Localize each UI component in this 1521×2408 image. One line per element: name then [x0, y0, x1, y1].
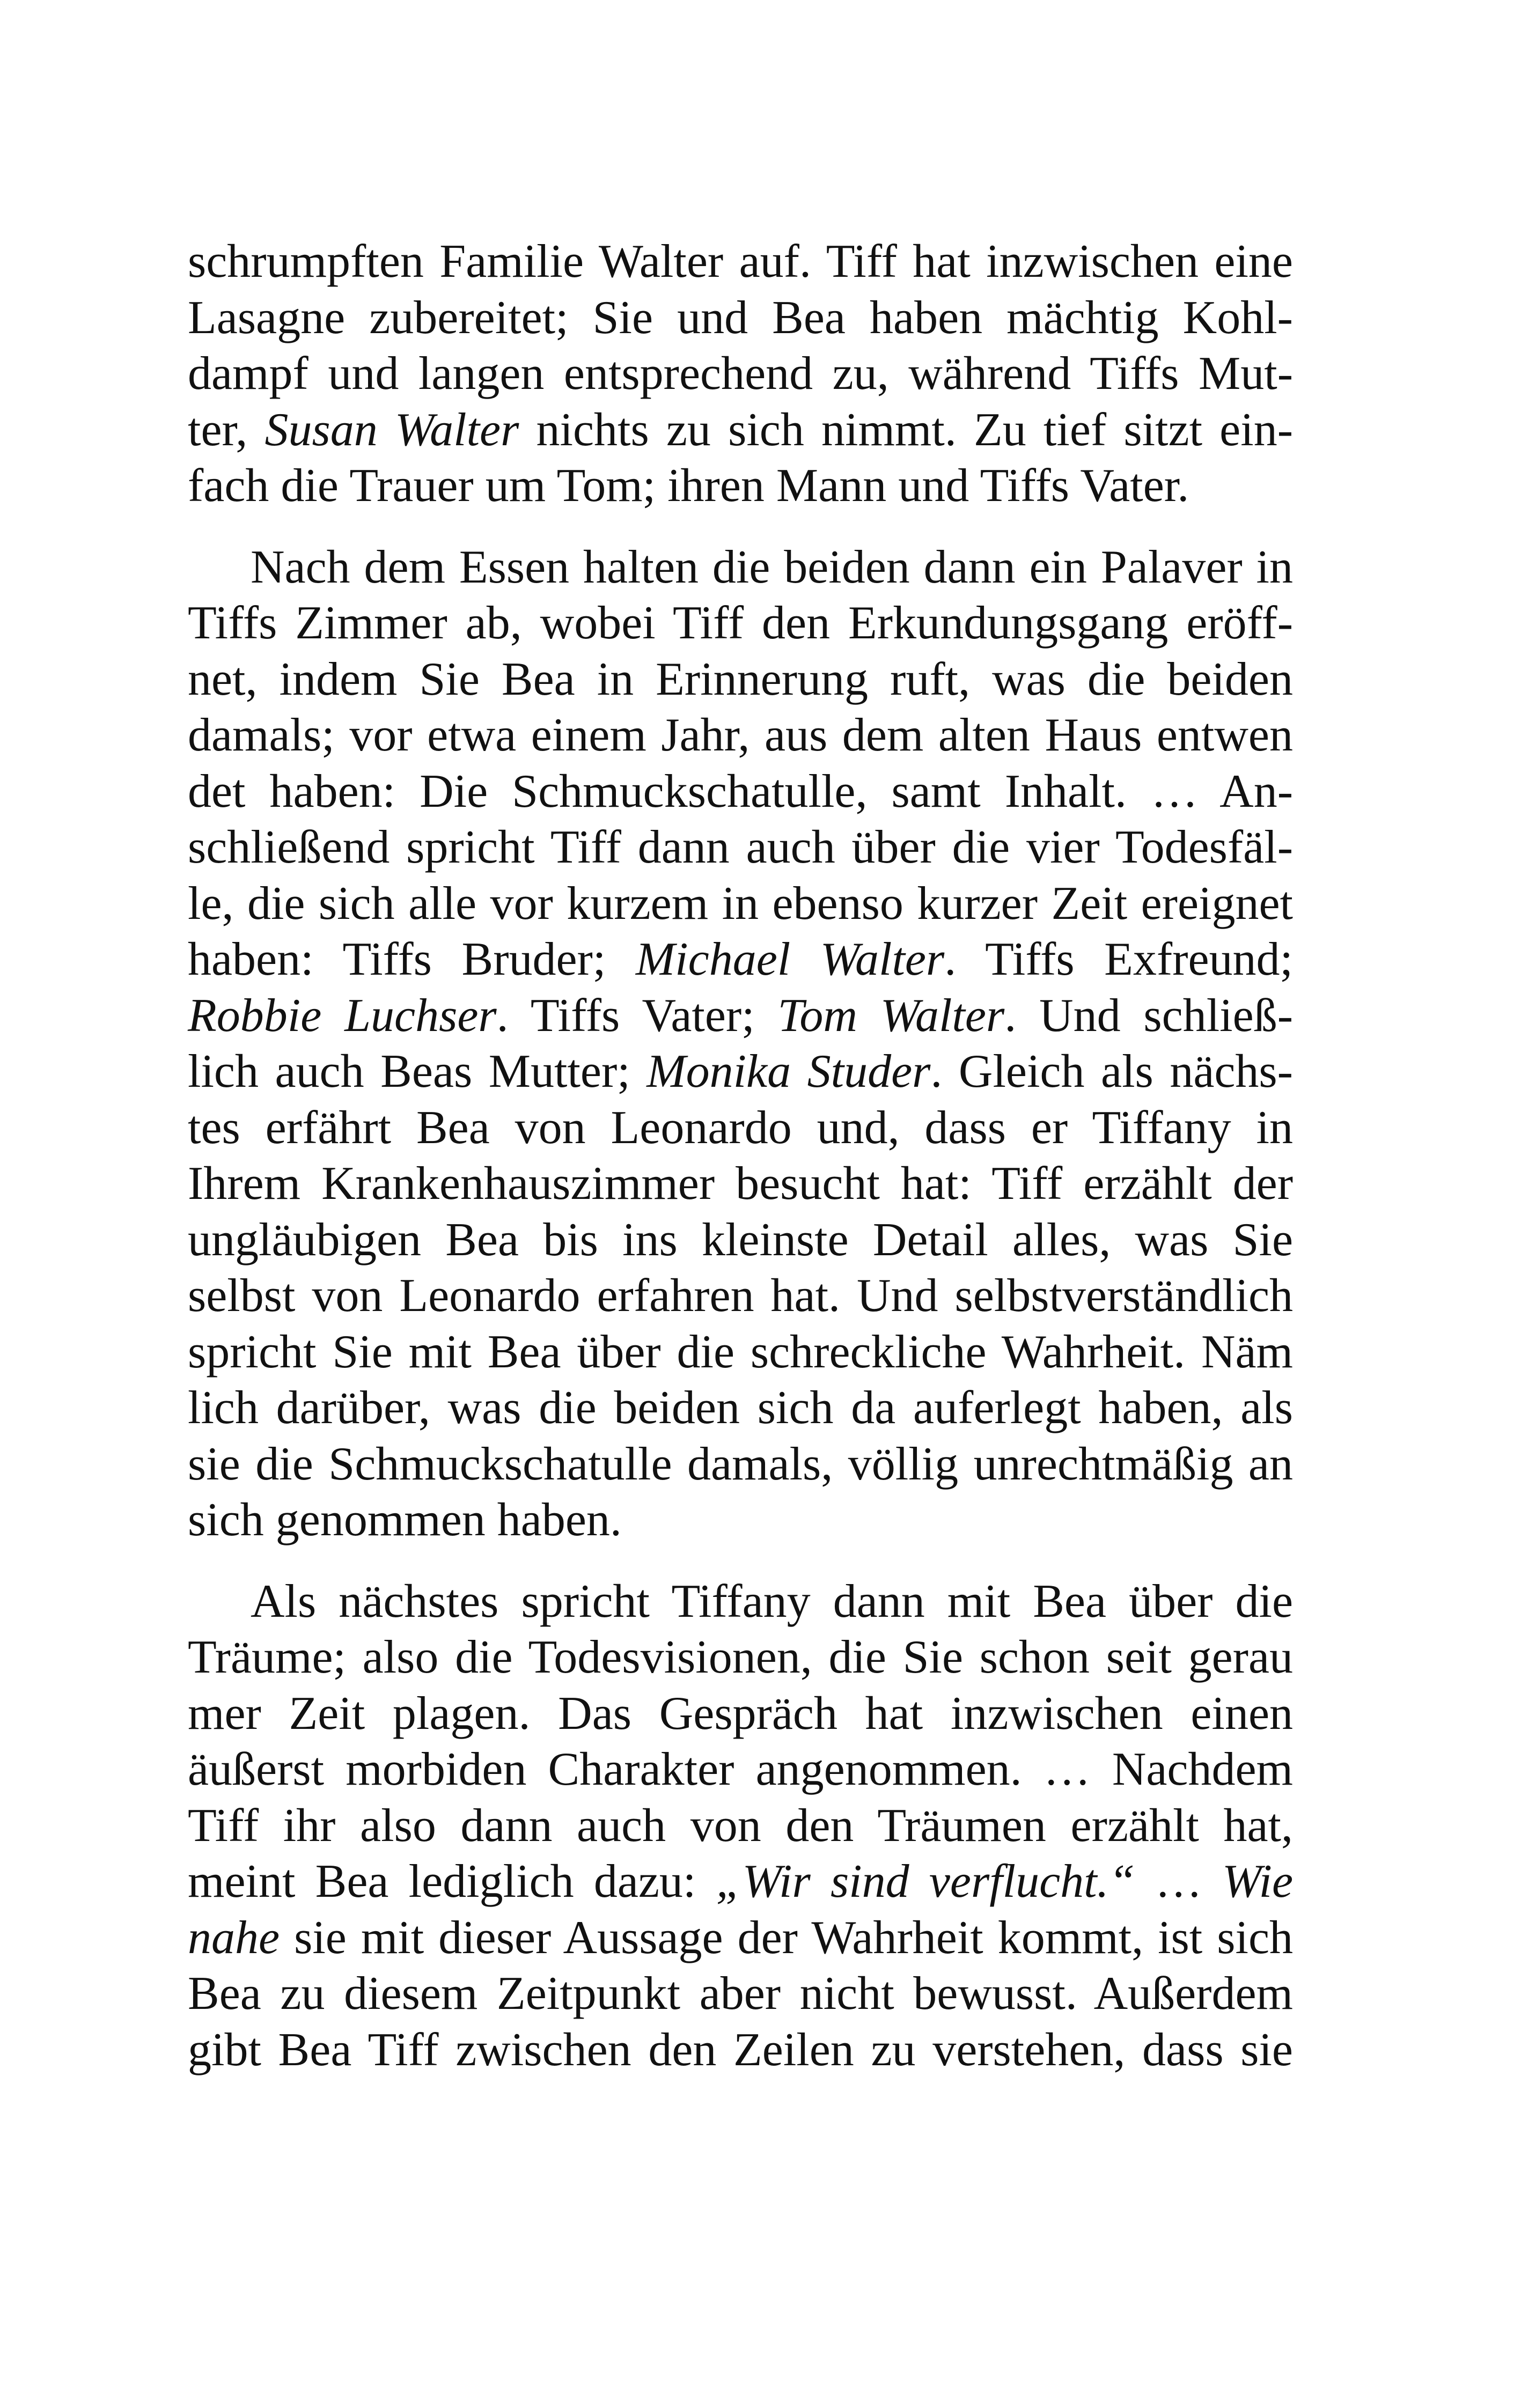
text-run: schließend spricht Tiff dann auch über die vier Todesfäl-: [188, 821, 1293, 873]
text-run: damals; vor etwa einem Jahr, aus dem alten Haus entwen: [188, 709, 1293, 761]
italic-text: Tom Walter: [777, 989, 1005, 1042]
text-run: sie die Schmuckschatulle damals, völlig unrechtmäßig an: [188, 1438, 1293, 1490]
italic-text: nahe: [188, 1911, 280, 1964]
text-line: [188, 540, 1293, 596]
text-run: spricht Sie mit Bea über die schreckliche Wahrheit. Näm: [188, 1325, 1293, 1378]
text-line: [188, 1854, 1293, 1910]
italic-text: Wie: [1222, 1855, 1294, 1908]
text-line: [188, 1380, 1293, 1437]
text-run: Bea zu diesem Zeitpunkt aber nicht bewusst. Außerdem: [188, 1968, 1293, 2020]
text-line: [188, 764, 1293, 820]
text-run: net, indem Sie Bea in Erinnerung ruft, was die beiden: [188, 653, 1293, 705]
italic-text: Michael Walter: [635, 933, 945, 985]
text-line: [188, 1044, 1293, 1100]
text-line: [188, 458, 1293, 514]
text-line: [188, 1686, 1293, 1742]
text-run: ungläubigen Bea bis ins kleinste Detail alles, was Sie: [188, 1213, 1293, 1266]
text-run: Ihrem Krankenhauszimmer besucht hat: Tiff erzählt der: [188, 1158, 1293, 1210]
text-line: [188, 346, 1293, 402]
text-line: [188, 2022, 1293, 2079]
text-run: schrumpften Familie Walter auf. Tiff hat inzwischen eine: [188, 235, 1293, 288]
italic-text: Monika Studer: [646, 1045, 931, 1098]
text-run: fach die Trauer um Tom; ihren Mann und Tiffs Vater.: [188, 460, 1189, 512]
text-run: tes erfährt Bea von Leonardo und, dass er Tiffany in: [188, 1101, 1293, 1154]
italic-text: Susan Walter: [264, 403, 519, 456]
text-line: [188, 1742, 1293, 1798]
text-line: [188, 290, 1293, 347]
text-line: [188, 1268, 1293, 1324]
text-line: [188, 1492, 1293, 1549]
text-run: det haben: Die Schmuckschatulle, samt Inhalt. … An-: [188, 765, 1293, 818]
italic-text: „Wir sind verflucht.“: [716, 1855, 1135, 1908]
text-line: [188, 402, 1293, 459]
text-run: lich darüber, was die beiden sich da auferlegt haben, als: [188, 1382, 1293, 1434]
text-run: dampf und langen entsprechend zu, während Tiffs Mut-: [188, 348, 1293, 400]
text-line: [188, 652, 1293, 708]
paragraph: [188, 1574, 1293, 2079]
text-line: [188, 1798, 1293, 1854]
text-run: haben: Tiffs Bruder;: [188, 933, 636, 985]
text-line: [188, 932, 1293, 988]
text-run: meint Bea lediglich dazu:: [188, 1855, 716, 1908]
text-line: [188, 820, 1293, 876]
text-run: le, die sich alle vor kurzem in ebenso kurzer Zeit ereignet: [188, 877, 1293, 930]
text-run: Tiffs Zimmer ab, wobei Tiff den Erkundungsgang eröff-: [188, 597, 1293, 649]
text-run: ter,: [188, 403, 265, 456]
text-line: [188, 876, 1293, 932]
text-run: Tiff ihr also dann auch von den Träumen erzählt hat,: [188, 1799, 1293, 1852]
text-run: …: [1135, 1855, 1223, 1908]
text-run: . Tiffs Exfreund;: [944, 933, 1293, 985]
text-line: [188, 1630, 1293, 1686]
text-run: . Und schließ-: [1004, 989, 1293, 1042]
text-run: Als nächstes spricht Tiffany dann mit Bea über die: [251, 1575, 1293, 1628]
text-line: [188, 1910, 1293, 1967]
book-page: [188, 234, 1293, 2078]
text-run: gibt Bea Tiff zwischen den Zeilen zu verstehen, dass sie: [188, 2023, 1293, 2076]
text-run: Lasagne zubereitet; Sie und Bea haben mächtig Kohl-: [188, 291, 1293, 344]
text-run: . Tiffs Vater;: [496, 989, 778, 1042]
text-line: [188, 1966, 1293, 2022]
text-run: Nach dem Essen halten die beiden dann ein Palaver in: [251, 541, 1293, 593]
text-line: [188, 988, 1293, 1044]
paragraph: [188, 234, 1293, 514]
text-run: lich auch Beas Mutter;: [188, 1045, 647, 1098]
text-line: [188, 1324, 1293, 1381]
text-run: Träume; also die Todesvisionen, die Sie schon seit gerau: [188, 1631, 1293, 1683]
paragraph: [188, 540, 1293, 1549]
text-line: [188, 234, 1293, 290]
italic-text: Robbie Luchser: [188, 989, 497, 1042]
text-line: [188, 1100, 1293, 1157]
text-run: nichts zu sich nimmt. Zu tief sitzt ein-: [519, 403, 1293, 456]
text-line: [188, 595, 1293, 652]
text-line: [188, 1574, 1293, 1630]
text-line: [188, 1437, 1293, 1493]
text-run: selbst von Leonardo erfahren hat. Und selbstverständlich: [188, 1270, 1293, 1322]
text-line: [188, 1156, 1293, 1212]
text-run: mer Zeit plagen. Das Gespräch hat inzwischen einen: [188, 1687, 1293, 1740]
text-run: sich genommen haben.: [188, 1494, 622, 1546]
text-line: [188, 708, 1293, 764]
text-line: [188, 1212, 1293, 1269]
text-run: . Gleich als nächs-: [930, 1045, 1293, 1098]
text-run: sie mit dieser Aussage der Wahrheit kommt, ist sich: [280, 1911, 1293, 1964]
text-run: äußerst morbiden Charakter angenommen. … Nachdem: [188, 1743, 1293, 1795]
